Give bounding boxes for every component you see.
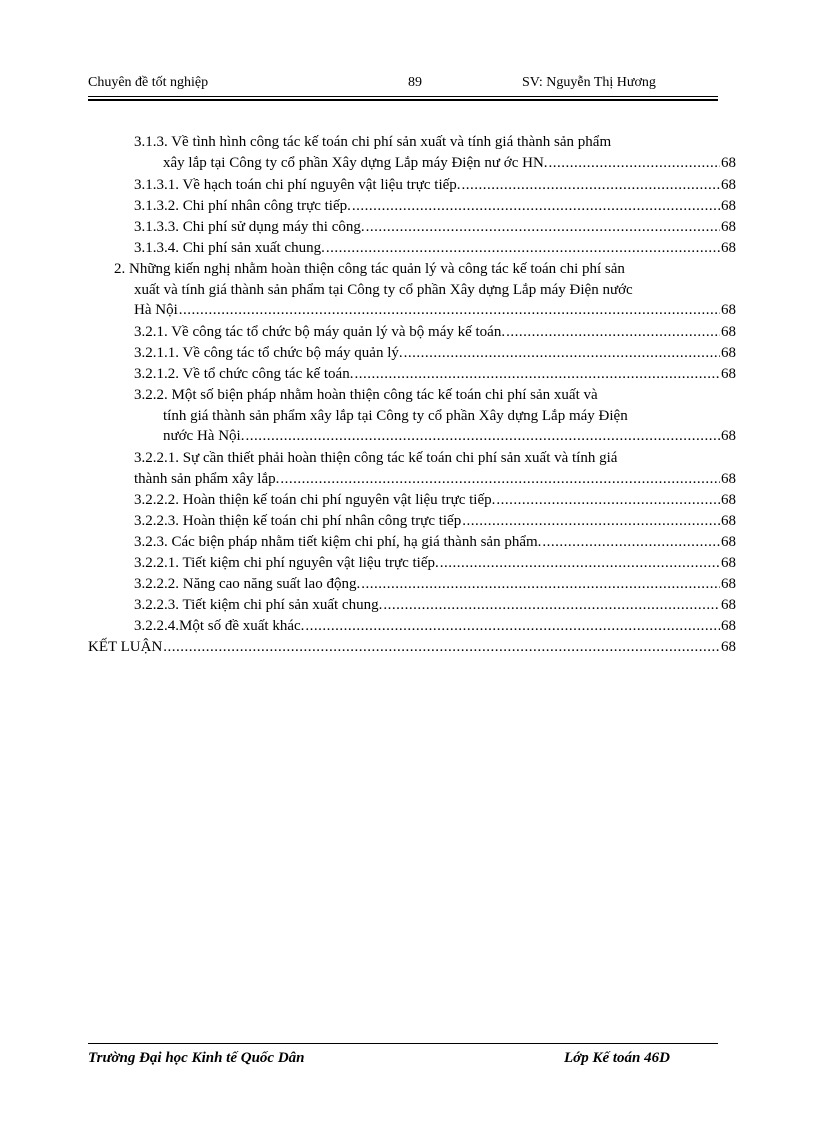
toc-entry[interactable] bbox=[134, 343, 736, 364]
toc-entry[interactable] bbox=[134, 322, 736, 343]
toc-entry[interactable] bbox=[134, 448, 736, 489]
toc-page-number: 68 bbox=[721, 513, 736, 529]
toc-entry-text: 3.2.2.1. Tiết kiệm chi phí nguyên vật liệu trực tiếp. bbox=[134, 555, 439, 571]
toc-entry-text: 3.1.3.3. Chi phí sử dụng máy thi công. bbox=[134, 219, 365, 235]
toc-entry-text: 3.2.2.2. Năng cao năng suất lao động. bbox=[134, 576, 361, 592]
toc-entry-text: 3.1.3.4. Chi phí sản xuất chung. bbox=[134, 240, 325, 256]
header-page-number: 89 bbox=[408, 75, 422, 90]
toc-page-number: 68 bbox=[721, 428, 736, 444]
toc-entry[interactable] bbox=[134, 364, 736, 385]
toc-dot-leader bbox=[305, 616, 720, 637]
toc-page-number: 68 bbox=[721, 154, 736, 171]
toc-dot-leader bbox=[506, 322, 720, 343]
toc-entry-text: 3.1.3. Về tình hình công tác kế toán chi phí sản xuất và tính giá thành sản phẩm bbox=[134, 134, 612, 150]
toc-dot-leader bbox=[462, 511, 720, 532]
toc-entry-text: tính giá thành sản phẩm xây lắp tại Công ty cổ phần Xây dựng Lắp máy Điện bbox=[163, 407, 628, 424]
footer-class: Lớp Kế toán 46D bbox=[564, 1050, 670, 1066]
toc-entry-text: xây lắp tại Công ty cổ phần Xây dựng Lắp máy Điện nư ớc HN. bbox=[163, 154, 548, 171]
toc-dot-leader bbox=[542, 532, 720, 553]
page-header bbox=[88, 75, 718, 95]
toc-page-number: 68 bbox=[721, 534, 736, 550]
toc-page-number: 68 bbox=[721, 302, 736, 318]
toc-entry[interactable] bbox=[114, 259, 736, 321]
toc-entry-text: 3.2.2.2. Hoàn thiện kế toán chi phí nguyên vật liệu trực tiếp. bbox=[134, 492, 496, 508]
toc-page-number: 68 bbox=[721, 618, 736, 634]
toc-page-number: 68 bbox=[721, 219, 736, 235]
toc-entry-text: nước Hà Nội. bbox=[163, 428, 245, 444]
toc-page-number: 68 bbox=[721, 576, 736, 592]
toc-entry[interactable] bbox=[134, 595, 736, 616]
toc-dot-leader bbox=[326, 238, 720, 259]
toc-page-number: 68 bbox=[721, 639, 736, 655]
toc-entry-text: xuất và tính giá thành sản phẩm tại Công ty cổ phần Xây dựng Lắp máy Điện nước bbox=[134, 281, 633, 298]
toc-dot-leader bbox=[496, 490, 720, 511]
toc-page-number: 68 bbox=[721, 492, 736, 508]
toc-entry-text: 3.2.2.3. Hoàn thiện kế toán chi phí nhân công trực tiếp bbox=[134, 513, 462, 529]
toc-entry-text: 3.1.3.1. Về hạch toán chi phí nguyên vật liệu trực tiếp. bbox=[134, 177, 461, 193]
toc-dot-leader bbox=[179, 300, 720, 321]
toc-entry[interactable] bbox=[134, 132, 736, 173]
toc-entry[interactable] bbox=[88, 637, 736, 658]
toc-entry-text: 3.2.2.3. Tiết kiệm chi phí sản xuất chung. bbox=[134, 597, 383, 613]
toc-dot-leader bbox=[354, 364, 720, 385]
toc-entry-text: 3.2.1.1. Về công tác tổ chức bộ máy quản lý. bbox=[134, 345, 403, 361]
toc-dot-leader bbox=[245, 426, 720, 447]
header-student: SV: Nguyễn Thị Hương bbox=[522, 75, 656, 90]
header-title: Chuyên đề tốt nghiệp bbox=[88, 75, 209, 90]
toc-entry[interactable] bbox=[134, 532, 736, 553]
toc-dot-leader bbox=[163, 637, 720, 658]
toc-page-number: 68 bbox=[721, 555, 736, 571]
toc-entry[interactable] bbox=[134, 553, 736, 574]
toc-page-number: 68 bbox=[721, 324, 736, 340]
toc-entry-text: 3.2.3. Các biện pháp nhằm tiết kiệm chi phí, hạ giá thành sản phẩm. bbox=[134, 534, 542, 550]
footer-university: Trường Đại học Kinh tế Quốc Dân bbox=[88, 1050, 305, 1066]
toc-page-number: 68 bbox=[721, 240, 736, 256]
toc-dot-leader bbox=[462, 175, 720, 196]
toc-dot-leader bbox=[440, 553, 720, 574]
toc-entry-text: 3.2.2.4.Một số đề xuất khác. bbox=[134, 618, 305, 634]
toc-entry[interactable] bbox=[134, 385, 736, 447]
toc-dot-leader bbox=[366, 217, 720, 238]
toc-page-number: 68 bbox=[721, 198, 736, 214]
header-rule-thin bbox=[88, 96, 718, 97]
toc-entry[interactable] bbox=[134, 238, 736, 259]
toc-entry[interactable] bbox=[134, 574, 736, 595]
toc-entry[interactable] bbox=[134, 175, 736, 196]
toc-entry-text: 3.2.2. Một số biện pháp nhằm hoàn thiện công tác kế toán chi phí sản xuất và bbox=[134, 387, 598, 403]
toc-entry-text: 3.1.3.2. Chi phí nhân công trực tiếp. bbox=[134, 198, 351, 214]
toc-dot-leader bbox=[549, 153, 720, 174]
toc-entry-text: 2. Những kiến nghị nhằm hoàn thiện công tác quản lý và công tác kế toán chi phí sản bbox=[114, 261, 625, 277]
toc-entry[interactable] bbox=[134, 217, 736, 238]
toc-dot-leader bbox=[361, 574, 720, 595]
toc-entry-text: KẾT LUẬN bbox=[88, 639, 163, 655]
toc-entry[interactable] bbox=[134, 196, 736, 217]
toc-dot-leader bbox=[280, 469, 720, 490]
toc-dot-leader bbox=[383, 595, 720, 616]
header-rule-thick bbox=[88, 99, 718, 101]
toc-dot-leader bbox=[404, 343, 720, 364]
toc-entry-text: 3.2.1.2. Về tổ chức công tác kế toán. bbox=[134, 366, 354, 382]
toc-page-number: 68 bbox=[721, 366, 736, 382]
footer-rule bbox=[88, 1043, 718, 1044]
toc-page-number: 68 bbox=[721, 597, 736, 613]
toc-page-number: 68 bbox=[721, 470, 736, 487]
toc-entry-text: 3.2.1. Về công tác tổ chức bộ máy quản lý và bộ máy kế toán. bbox=[134, 324, 506, 340]
toc-entry[interactable] bbox=[134, 490, 736, 511]
toc-page-number: 68 bbox=[721, 345, 736, 361]
toc-entry[interactable] bbox=[134, 511, 736, 532]
toc-page-number: 68 bbox=[721, 177, 736, 193]
toc-entry[interactable] bbox=[134, 616, 736, 637]
toc-entry-text: Hà Nội bbox=[134, 302, 178, 318]
toc-dot-leader bbox=[352, 196, 720, 217]
toc-entry-text: 3.2.2.1. Sự cần thiết phải hoàn thiện công tác kế toán chi phí sản xuất và tính giá bbox=[134, 450, 618, 466]
toc-entry-text: thành sản phẩm xây lắp. bbox=[134, 470, 280, 487]
